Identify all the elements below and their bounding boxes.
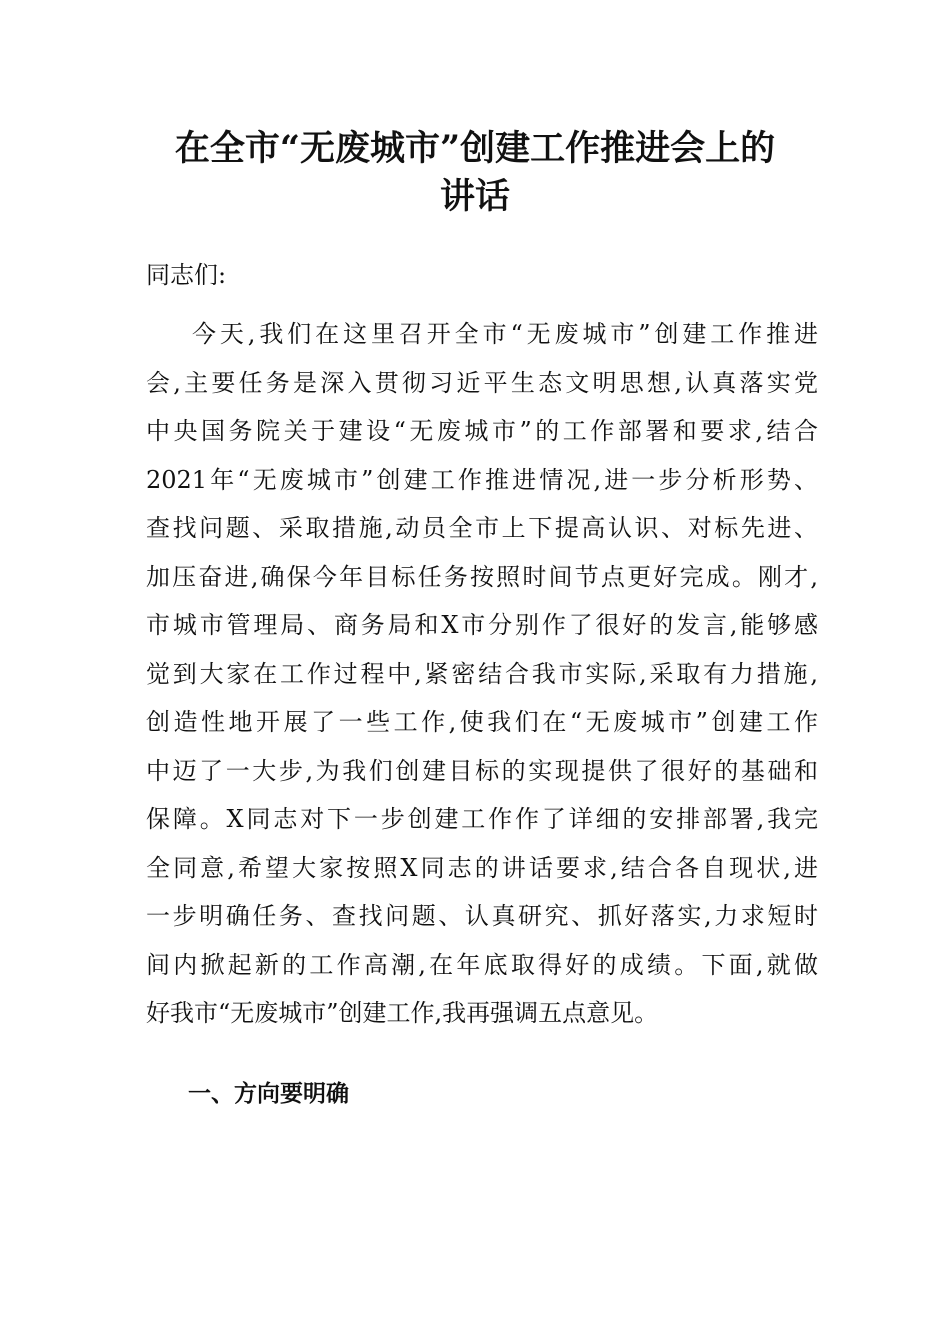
paragraph-line: 中央国务院关于建设“无废城市”的工作部署和要求,结合 [146,417,818,445]
paragraph-line: 查找问题、采取措施,动员全市上下提高认识、对标先进、 [146,514,818,542]
paragraph-line: 创造性地开展了一些工作,使我们在“无废城市”创建工作 [146,708,818,736]
paragraph-line: 中迈了一大步,为我们创建目标的实现提供了很好的基础和 [146,756,818,785]
section-heading-1: 一、方向要明确 [188,1081,349,1107]
salutation: 同志们: [146,261,227,289]
paragraph-line: 加压奋进,确保今年目标任务按照时间节点更好完成。刚才, [146,562,818,591]
paragraph-line: 全同意,希望大家按照X同志的讲话要求,结合各自现状,进 [146,853,818,882]
paragraph-line: 间内掀起新的工作高潮,在年底取得好的成绩。下面,就做 [146,950,818,979]
paragraph-1 [146,310,818,1038]
paragraph-line: 市城市管理局、商务局和X市分别作了很好的发言,能够感 [146,611,818,639]
paragraph-line: 一步明确任务、查找问题、认真研究、抓好落实,力求短时 [146,902,818,930]
paragraph-line: 保障。X同志对下一步创建工作作了详细的安排部署,我完 [146,805,818,833]
paragraph-line: 好我市“无废城市”创建工作,我再强调五点意见。 [146,999,659,1027]
paragraph-line: 会,主要任务是深入贯彻习近平生态文明思想,认真落实党 [146,368,818,397]
paragraph-line: 觉到大家在工作过程中,紧密结合我市实际,采取有力措施, [146,659,818,688]
paragraph-line: 今天,我们在这里召开全市“无废城市”创建工作推进 [192,320,818,348]
document-title-line-2: 讲话 [439,176,510,217]
paragraph-line: 2021年“无废城市”创建工作推进情况,进一步分析形势、 [146,465,818,494]
document-title-line-1: 在全市“无废城市”创建工作推进会上的 [174,128,776,169]
